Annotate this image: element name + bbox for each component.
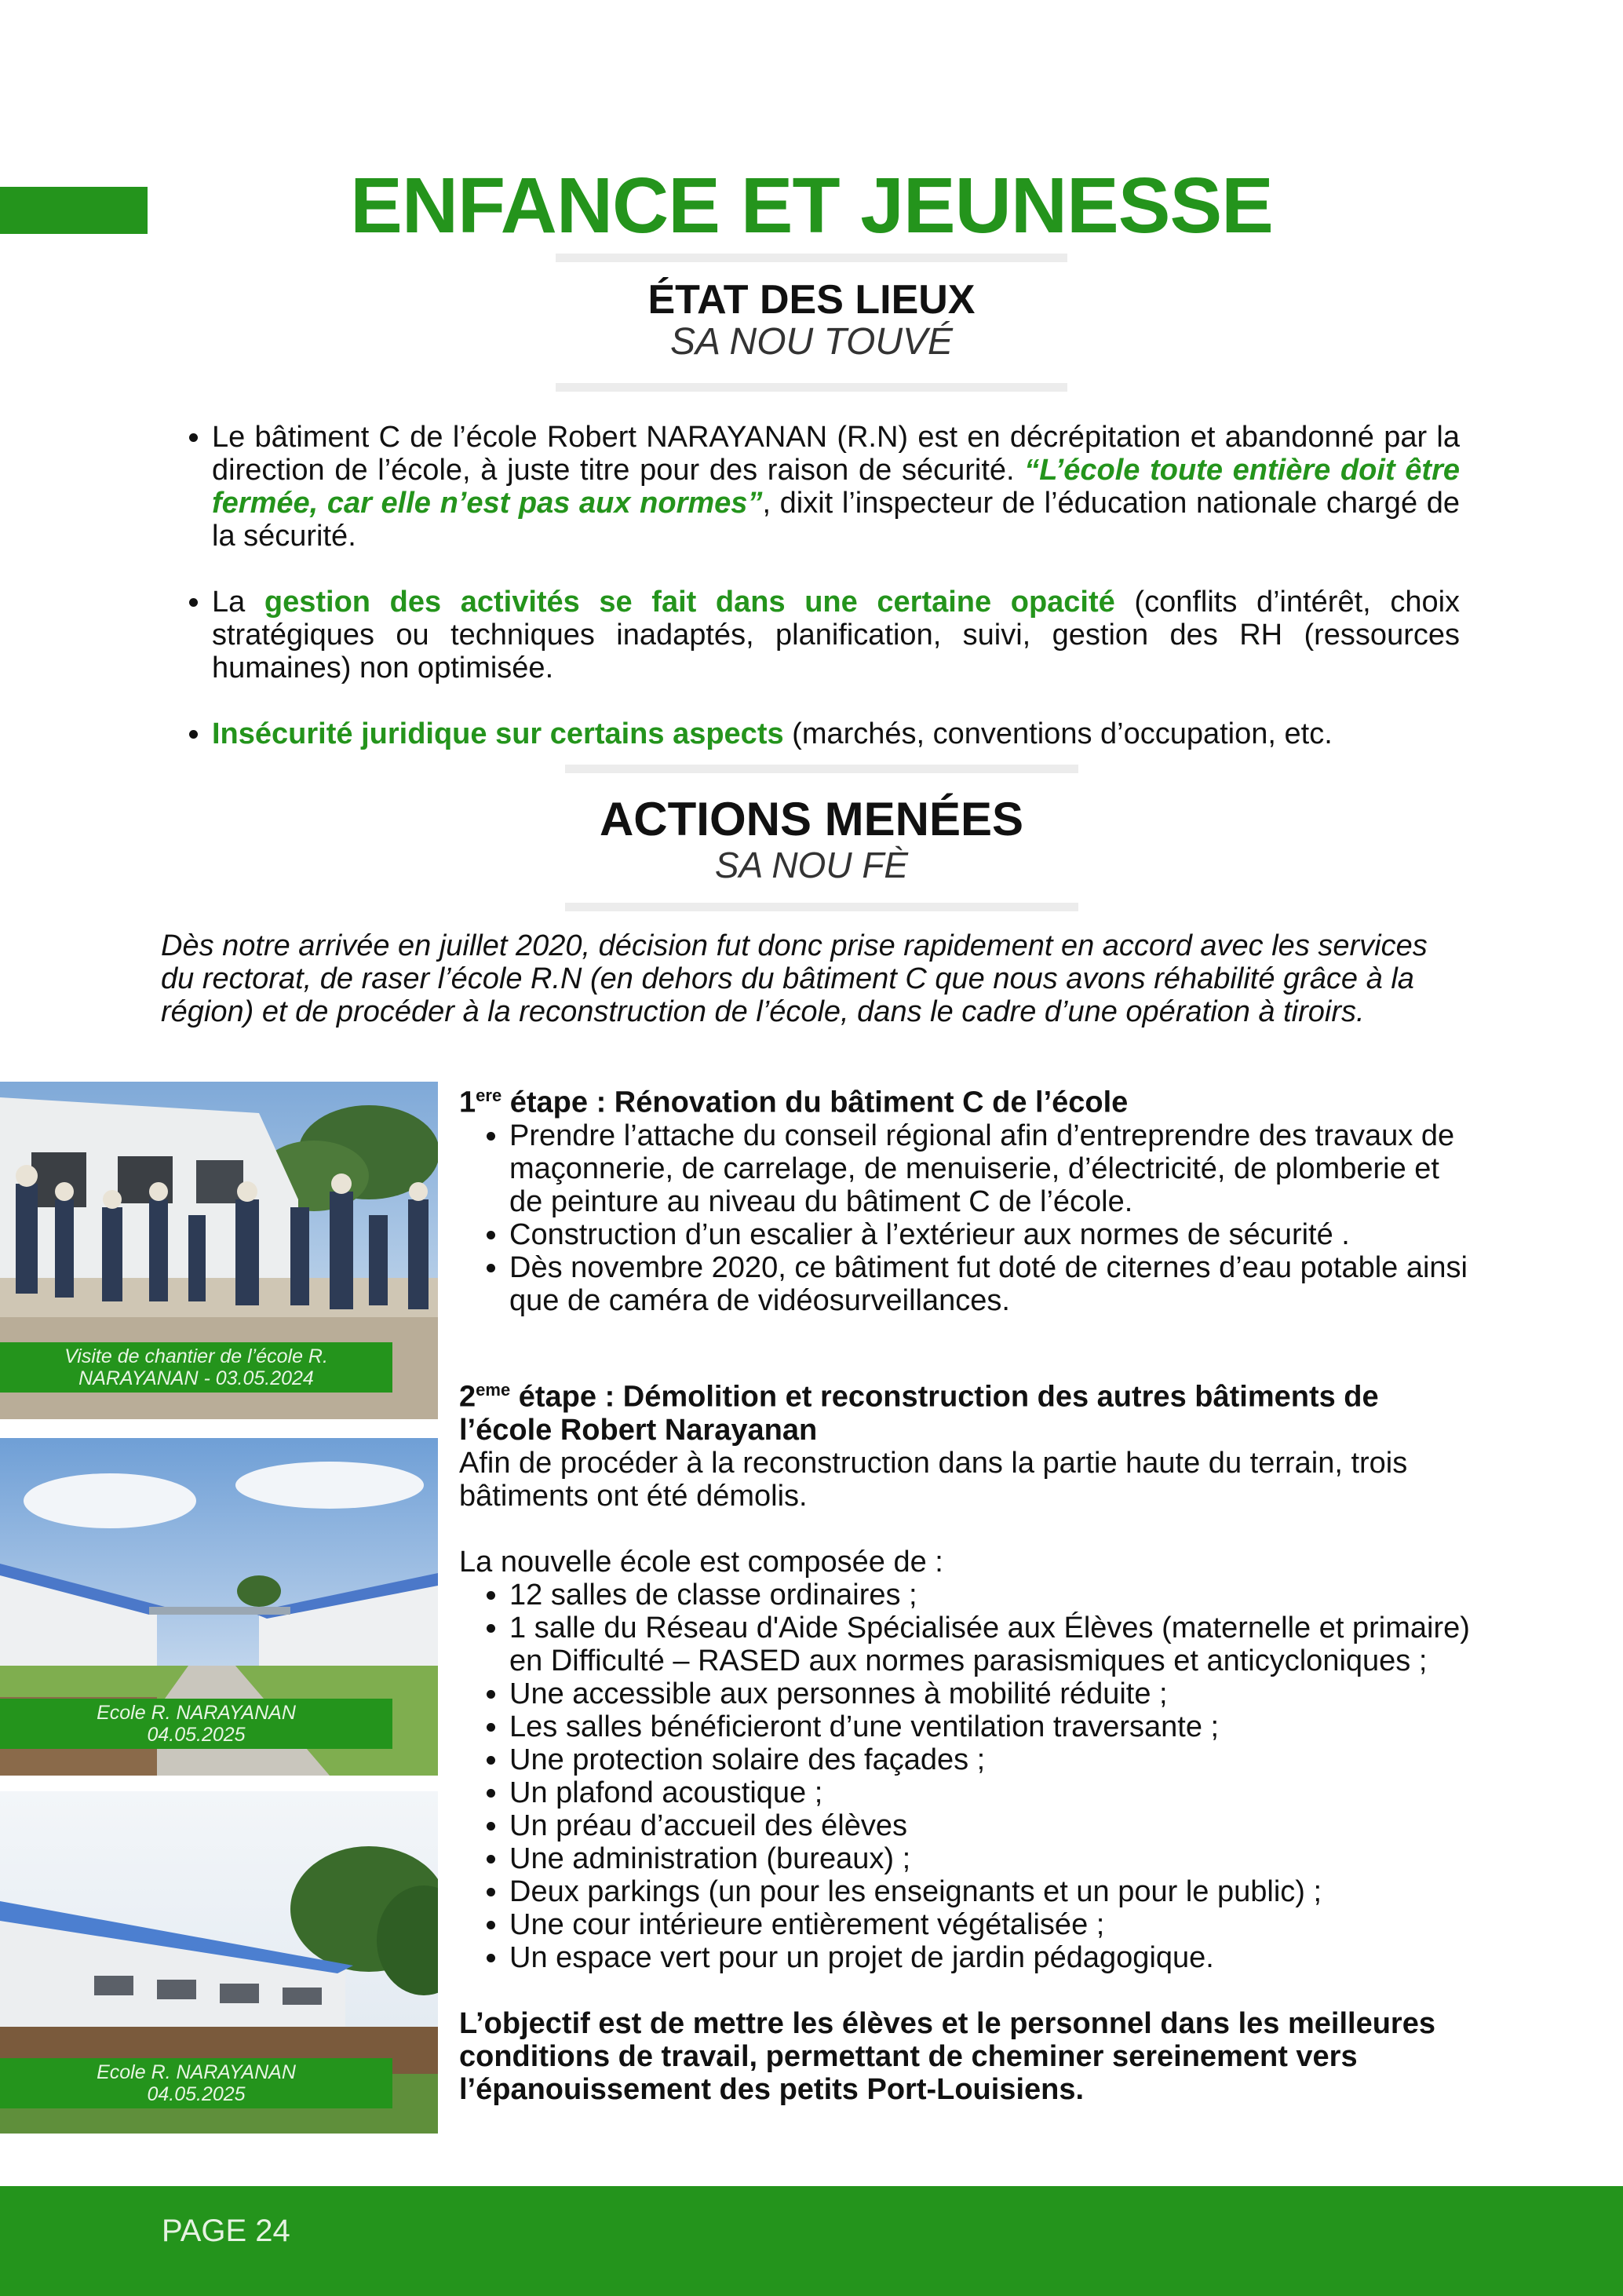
list-item: • Une protection solaire des façades ; bbox=[509, 1743, 1472, 1776]
list-item: • Les salles bénéficieront d’une ventilation traversante ; bbox=[509, 1710, 1472, 1743]
list-item: • Dès novembre 2020, ce bâtiment fut doté de citernes d’eau potable ainsi que de caméra de vidéosurveillances. bbox=[509, 1251, 1472, 1317]
page-number: PAGE 24 bbox=[162, 2214, 290, 2248]
step2-heading bbox=[459, 1374, 1472, 1447]
caption-line: NARAYANAN - 03.05.2024 bbox=[78, 1367, 314, 1389]
list-item: • Un préau d’accueil des élèves bbox=[509, 1809, 1472, 1842]
photo-caption bbox=[0, 2058, 392, 2108]
bullet-quote: “L’école toute entière doit être fermée, car elle n’est pas aux normes” bbox=[212, 454, 1460, 520]
etat-subtitle: SA NOU TOUVÉ bbox=[669, 321, 954, 363]
step1-section bbox=[459, 1079, 1472, 1317]
actions-title: ACTIONS MENÉES bbox=[599, 793, 1024, 845]
step2-section bbox=[459, 1374, 1472, 2106]
bullet-text: , dixit l’inspecteur de l’éducation nationale chargé de la sécurité. bbox=[212, 487, 1460, 553]
list-item: • Un plafond acoustique ; bbox=[509, 1776, 1472, 1809]
bullet-text: La bbox=[212, 586, 246, 619]
list-item: • Une cour intérieure entièrement végétalisée ; bbox=[509, 1908, 1472, 1941]
step-number: 1 bbox=[459, 1086, 476, 1119]
divider bbox=[565, 765, 1078, 773]
actions-subtitle: SA NOU FÈ bbox=[714, 845, 909, 885]
list-item: • Un espace vert pour un projet de jardin pédagogique. bbox=[509, 1941, 1472, 1974]
step-ordinal: eme bbox=[476, 1380, 511, 1400]
list-item: • 1 salle du Réseau d'Aide Spécialisée aux Élèves (maternelle et primaire) en Difficulté – RASED aux normes parasismiques et anticycloniques ; bbox=[509, 1612, 1472, 1677]
bullet-text: (conflits d’intérêt, choix stratégiques ou techniques inadaptés, planification, suivi, gestion des RH (ressources humaines) non optimisée. bbox=[212, 586, 1461, 684]
caption-line: Ecole R. NARAYANAN bbox=[97, 2061, 296, 2083]
page-title: ENFANCE ET JEUNESSE bbox=[350, 162, 1273, 250]
step-title: étape : Démolition et reconstruction des autres bâtiments de l’école Robert Narayanan bbox=[459, 1380, 1379, 1447]
actions-intro: Dès notre arrivée en juillet 2020, décision fut donc prise rapidement en accord avec les services du rectorat, de raser l’école R.N (en dehors du bâtiment C que nous avons réhabilité grâce à la région) et de procéder à la reconstruction de l’école, dans le cadre d’une opération à tiroirs. bbox=[161, 929, 1428, 1028]
step-title: étape : Rénovation du bâtiment C de l’école bbox=[501, 1086, 1129, 1119]
bullet-text: Le bâtiment C de l’école Robert NARAYANAN (R.N) est en décrépitation et abandonné par la direction de l’école, à juste titre pour des raison de sécurité. bbox=[212, 421, 1460, 487]
bullet-highlight: Insécurité juridique sur certains aspects bbox=[212, 717, 784, 750]
list-item: • 12 salles de classe ordinaires ; bbox=[509, 1579, 1472, 1612]
step2-text: Afin de procéder à la reconstruction dans la partie haute du terrain, trois bâtiments ont été démolis. bbox=[459, 1446, 1408, 1513]
photo-caption bbox=[0, 1342, 392, 1393]
caption-line: 04.05.2025 bbox=[147, 2083, 246, 2105]
list-item bbox=[212, 717, 1460, 750]
list-item: • Prendre l’attache du conseil régional afin d’entreprendre des travaux de maçonnerie, de carrelage, de menuiserie, d’électricité, de plomberie et de peinture au niveau du bâtiment C de l’école. bbox=[509, 1119, 1472, 1218]
step2-text: La nouvelle école est composée de : bbox=[459, 1545, 943, 1579]
caption-line: Ecole R. NARAYANAN bbox=[97, 1702, 296, 1724]
photo-caption bbox=[0, 1699, 392, 1749]
bullet-highlight: gestion des activités se fait dans une certaine opacité bbox=[264, 586, 1115, 619]
caption-line: Visite de chantier de l’école R. bbox=[64, 1345, 328, 1367]
list-item: • Une accessible aux personnes à mobilité réduite ; bbox=[509, 1677, 1472, 1710]
caption-line: 04.05.2025 bbox=[147, 1724, 246, 1746]
step1-heading bbox=[459, 1079, 1472, 1119]
list-item: • Une administration (bureaux) ; bbox=[509, 1842, 1472, 1875]
list-item: • Construction d’un escalier à l’extérieur aux normes de sécurité . bbox=[509, 1218, 1472, 1251]
divider bbox=[556, 254, 1067, 262]
divider bbox=[556, 383, 1067, 392]
divider bbox=[565, 903, 1078, 911]
list-item: • Deux parkings (un pour les enseignants et un pour le public) ; bbox=[509, 1875, 1472, 1908]
step-ordinal: ere bbox=[476, 1086, 502, 1105]
etat-title: ÉTAT DES LIEUX bbox=[647, 277, 976, 323]
list-item bbox=[212, 586, 1460, 684]
etat-bullets bbox=[162, 421, 1460, 750]
bullet-text: (marchés, conventions d’occupation, etc. bbox=[792, 717, 1333, 750]
list-item bbox=[212, 421, 1460, 553]
step-number: 2 bbox=[459, 1380, 476, 1414]
conclusion: L’objectif est de mettre les élèves et le personnel dans les meilleures conditions de travail, permettant de cheminer sereinement vers l’épanouissement des petits Port-Louisiens. bbox=[459, 2006, 1435, 2106]
